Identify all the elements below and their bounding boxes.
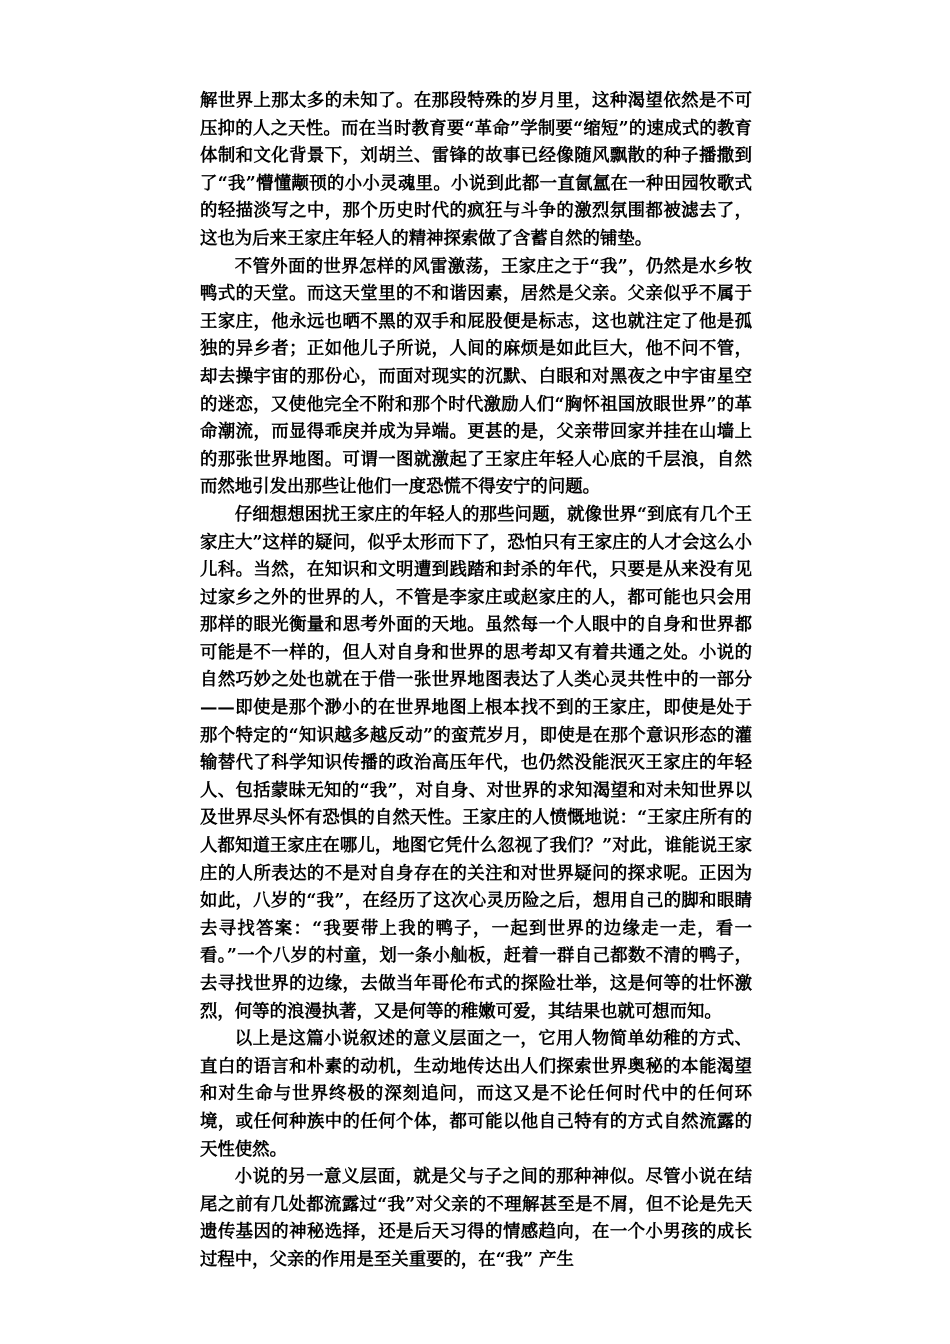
paragraph-4: 以上是这篇小说叙述的意义层面之一，它用人物简单幼稚的方式、直白的语言和朴素的动机，生动地传达出人们探索世界奥秘的本能渴望和对生命与世界终极的深刻追问，而这又是不论任何时代中的任何环境，或任何种族中的任何个体，都可能以他自己特有的方式自然流露的天性使然。: [200, 1029, 752, 1160]
paragraph-3: 仔细想想困扰王家庄的年轻人的那些问题，就像世界“到底有几个王家庄大”这样的疑问，似乎太形而下了，恐怕只有王家庄的人才会这么小儿科。当然，在知识和文明遭到践踏和封杀的年代，只要是从来没有见过家乡之外的世界的人，不管是李家庄或赵家庄的人，都可能也只会用那样的眼光衡量和思考外面的天地。虽然每一个人眼中的自身和世界都可能是不一样的，但人对自身和世界的思考却又有着共通之处。小说的自然巧妙之处也就在于借一张世界地图表达了人类心灵共性中的一部分——即使是那个渺小的在世界地图上根本找不到的王家庄，即使是处于那个特定的“知识越多越反动”的蛮荒岁月，即使是在那个意识形态的灌输替代了科学知识传播的政治高压年代，也仍然没能泯灭王家庄的年轻人、包括蒙昧无知的“我”，对自身、对世界的求知渴望和对未知世界以及世界尽头怀有恐惧的自然天性。王家庄的人愤慨地说：“王家庄所有的人都知道王家庄在哪儿，地图它凭什么忽视了我们？”对此，谁能说王家庄的人所表达的不是对自身存在的关注和对世界疑问的探求呢。正因为如此，八岁的“我”，在经历了这次心灵历险之后，想用自己的脚和眼睛去寻找答案：“我要带上我的鸭子，一起到世界的边缘走一走，看一看。”一个八岁的村童，划一条小舢板，赶着一群自己都数不清的鸭子，去寻找世界的边缘，去做当年哥伦布式的探险壮举，这是何等的壮怀激烈，何等的浪漫执著，又是何等的稚嫩可爱，其结果也就可想而知。: [200, 504, 752, 1022]
document-page: [200, 88, 752, 1275]
paragraph-1: 解世界上那太多的未知了。在那段特殊的岁月里，这种渴望依然是不可压抑的人之天性。而在当时教育要“革命”学制要“缩短”的速成式的教育体制和文化背景下，刘胡兰、雷锋的故事已经像随风飘散的种子播撒到了“我”懵懂颟顸的小小灵魂里。小说到此都一直氤氲在一种田园牧歌式的轻描淡写之中，那个历史时代的疯狂与斗争的激烈氛围都被滤去了，这也为后来王家庄年轻人的精神探索做了含蓄自然的铺垫。: [200, 91, 752, 249]
paragraph-2: 不管外面的世界怎样的风雷激荡，王家庄之于“我”，仍然是水乡牧鸭式的天堂。而这天堂里的不和谐因素，居然是父亲。父亲似乎不属于王家庄，他永远也晒不黑的双手和屁股便是标志，这也就注定了他是孤独的异乡者；正如他儿子所说，人间的麻烦是如此巨大，他不问不管，却去操宇宙的那份心，而面对现实的沉默、白眼和对黑夜之中宇宙星空的迷恋，又使他完全不附和那个时代激励人们“胸怀祖国放眼世界”的革命潮流，而显得乖戾并成为异端。更甚的是，父亲带回家并挂在山墙上的那张世界地图。可谓一图就激起了王家庄年轻人心底的千层浪，自然而然地引发出那些让他们一度恐慌不得安宁的问题。: [200, 256, 752, 498]
paragraph-5: 小说的另一意义层面，就是父与子之间的那种神似。尽管小说在结尾之前有几处都流露过“我”对父亲的不理解甚至是不屑，但不论是先天遗传基因的神秘选择，还是后天习得的情感趋向，在一个小男孩的成长过程中，父亲的作用是至关重要的，在“我” 产生: [200, 1167, 752, 1270]
